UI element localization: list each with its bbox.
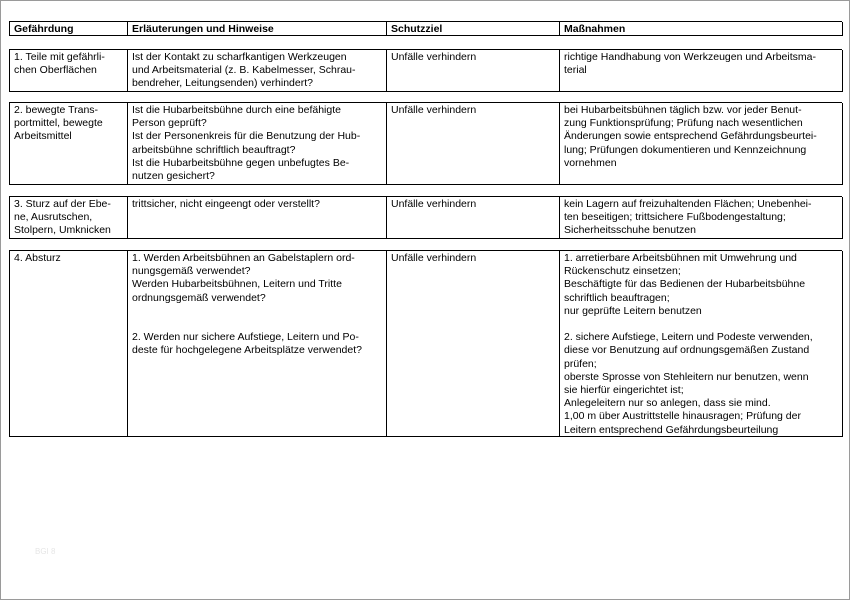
hazard-cell: 3. Sturz auf der Ebe- ne, Ausrutschen, Stolpern, Umknicken xyxy=(10,197,128,239)
table-row xyxy=(9,250,842,437)
header-goal: Schutzziel xyxy=(387,22,560,36)
table-row xyxy=(9,49,842,92)
header-measures: Maßnahmen xyxy=(560,22,843,36)
measures-cell: 1. arretierbare Arbeitsbühnen mit Umwehrung und Rückenschutz einsetzen; Beschäftigte für das Bedienen der Hubarbeitsbühne schriftlich beauftragen; nur geprüfte Leitern benutzen 2. sichere Aufstiege, Leitern und Podeste verwenden, diese vor Benutzung auf ordnungsgemäßen Zustand prüfen; oberste Sprosse von Stehleitern nur benutzen, wenn sie hierfür eingerichtet ist; Anlegeleitern nur so anlegen, dass sie mind. 1,00 m über Austrittstelle hinausragen; Prüfung der Leitern entsprechend Gefährdungsbeurteilung xyxy=(560,251,843,437)
hazard-cell: 1. Teile mit gefährli- chen Oberflächen xyxy=(10,50,128,92)
table-header xyxy=(9,21,842,36)
hazard-cell: 4. Absturz xyxy=(10,251,128,437)
measures-cell: richtige Handhabung von Werkzeugen und Arbeitsma- terial xyxy=(560,50,843,92)
goal-cell: Unfälle verhindern xyxy=(387,50,560,92)
measures-cell: bei Hubarbeitsbühnen täglich bzw. vor jeder Benut- zung Funktionsprüfung; Prüfung nach wesentlichen Änderungen sowie entsprechend Gefährdungsbeurtei- lung; Prüfungen dokumentieren und Kennzeichnung vornehmen xyxy=(560,103,843,185)
measures-cell: kein Lagern auf freizuhaltenden Flächen; Unebenhei- ten beseitigen; trittsichere Fußbodengestaltung; Sicherheitsschuhe benutzen xyxy=(560,197,843,239)
goal-cell: Unfälle verhindern xyxy=(387,103,560,185)
header-hazard: Gefährdung xyxy=(10,22,128,36)
hazard-cell: 2. bewegte Trans- portmittel, bewegte Arbeitsmittel xyxy=(10,103,128,185)
notes-cell: 1. Werden Arbeitsbühnen an Gabelstaplern ord- nungsgemäß verwendet? Werden Hubarbeitsbühnen, Leitern und Tritte ordnungsgemäß verwendet? 2. Werden nur sichere Aufstiege, Leitern und Po- deste für hochgelegene Arbeitsplätze verwendet? xyxy=(128,251,387,437)
goal-cell: Unfälle verhindern xyxy=(387,251,560,437)
notes-cell: Ist die Hubarbeitsbühne durch eine befähigte Person geprüft? Ist der Personenkreis für die Benutzung der Hub- arbeitsbühne schriftlich beauftragt? Ist die Hubarbeitsbühne gegen unbefugtes Be- nutzen gesichert? xyxy=(128,103,387,185)
table-row xyxy=(9,196,842,239)
header-notes: Erläuterungen und Hinweise xyxy=(128,22,387,36)
goal-cell: Unfälle verhindern xyxy=(387,197,560,239)
notes-cell: Ist der Kontakt zu scharfkantigen Werkzeugen und Arbeitsmaterial (z. B. Kabelmesser, Schrau- bendreher, Leitungsenden) verhindert? xyxy=(128,50,387,92)
page-footer: BGI 8 xyxy=(35,547,56,556)
table-row xyxy=(9,102,842,185)
notes-cell: trittsicher, nicht eingeengt oder verstellt? xyxy=(128,197,387,239)
